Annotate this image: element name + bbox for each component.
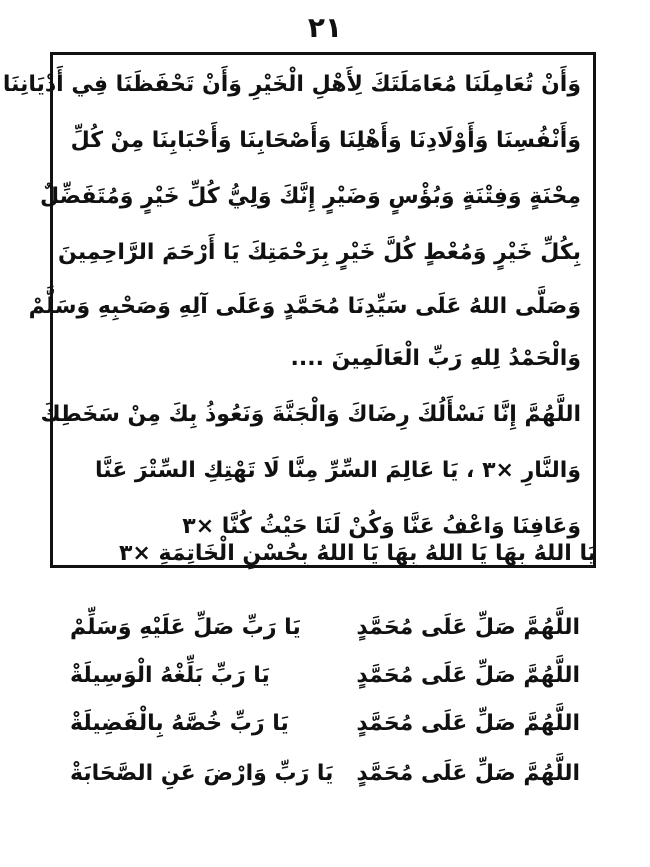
salawat-left: يَا رَبِّ خُصَّهُ بِالْفَضِيلَةْ bbox=[70, 711, 289, 736]
salawat-right: اللَّهُمَّ صَلِّ عَلَى مُحَمَّدٍ bbox=[356, 615, 580, 640]
salawat-right: اللَّهُمَّ صَلِّ عَلَى مُحَمَّدٍ bbox=[356, 761, 580, 786]
salawat-row bbox=[70, 702, 580, 746]
salawat-left: يَا رَبِّ صَلِّ عَلَيْهِ وَسَلِّمْ bbox=[70, 615, 301, 640]
salawat-left: يَا رَبِّ بَلِّغْهُ الْوَسِيلَةْ bbox=[70, 663, 270, 688]
text-line: اللَّهُمَّ إِنَّا نَسْأَلُكَ رِضَاكَ وَالْجَنَّةَ وَنَعُوذُ بِكَ مِنْ سَخَطِكَ bbox=[40, 402, 581, 427]
text-line: وَصَلَّى اللهُ عَلَى سَيِّدِنَا مُحَمَّدٍ وَعَلَى آلِهِ وَصَحْبِهِ وَسَلَّمْ bbox=[28, 294, 581, 319]
text-line: وَأَنْ تُعَامِلَنَا مُعَامَلَتَكَ لِأَهْلِ الْخَيْرِ وَأَنْ تَحْفَظَنَا فِي أَدْيَانِنَا bbox=[2, 72, 581, 97]
text-line: وَالنَّارِ ×٣ ، يَا عَالِمَ السِّرِّ مِنَّا لَا تَهْتِكِ السِّتْرَ عَنَّا bbox=[94, 458, 581, 483]
salawat-row bbox=[70, 606, 580, 650]
text-line: بِكُلِّ خَيْرٍ وَمُعْطٍ كُلَّ خَيْرٍ بِرَحْمَتِكَ يَا أَرْحَمَ الرَّاحِمِينَ bbox=[58, 240, 581, 265]
text-line: وَعَافِنَا وَاعْفُ عَنَّا وَكُنْ لَنَا حَيْثُ كُنَّا ×٣ bbox=[182, 514, 581, 539]
salawat-right: اللَّهُمَّ صَلِّ عَلَى مُحَمَّدٍ bbox=[356, 711, 580, 736]
text-line: وَالْحَمْدُ لِلهِ رَبِّ الْعَالَمِينَ .... bbox=[290, 346, 581, 371]
salawat-row bbox=[70, 752, 580, 796]
text-line: وَأَنْفُسِنَا وَأَوْلَادِنَا وَأَهْلِنَا وَأَصْحَابِنَا وَأَحْبَابِنَا مِنْ كُلِّ bbox=[70, 128, 581, 153]
page-number: ٢١ bbox=[307, 11, 343, 44]
text-line: مِحْنَةٍ وَفِتْنَةٍ وَبُؤْسٍ وَضَيْرٍ إِنَّكَ وَلِيُّ كُلِّ خَيْرٍ وَمُتَفَضِّلٌ bbox=[40, 184, 581, 209]
text-frame bbox=[2, 52, 596, 568]
salawat-row bbox=[70, 654, 580, 698]
closing-line: يَا اللهُ بِهَا يَا اللهُ بِهَا يَا اللهُ بِحُسْنِ الْخَاتِمَةِ ×٣ bbox=[118, 541, 596, 566]
salawat-left: يَا رَبِّ وَارْضَ عَنِ الصَّحَابَةْ bbox=[70, 761, 334, 786]
salawat-right: اللَّهُمَّ صَلِّ عَلَى مُحَمَّدٍ bbox=[356, 663, 580, 688]
